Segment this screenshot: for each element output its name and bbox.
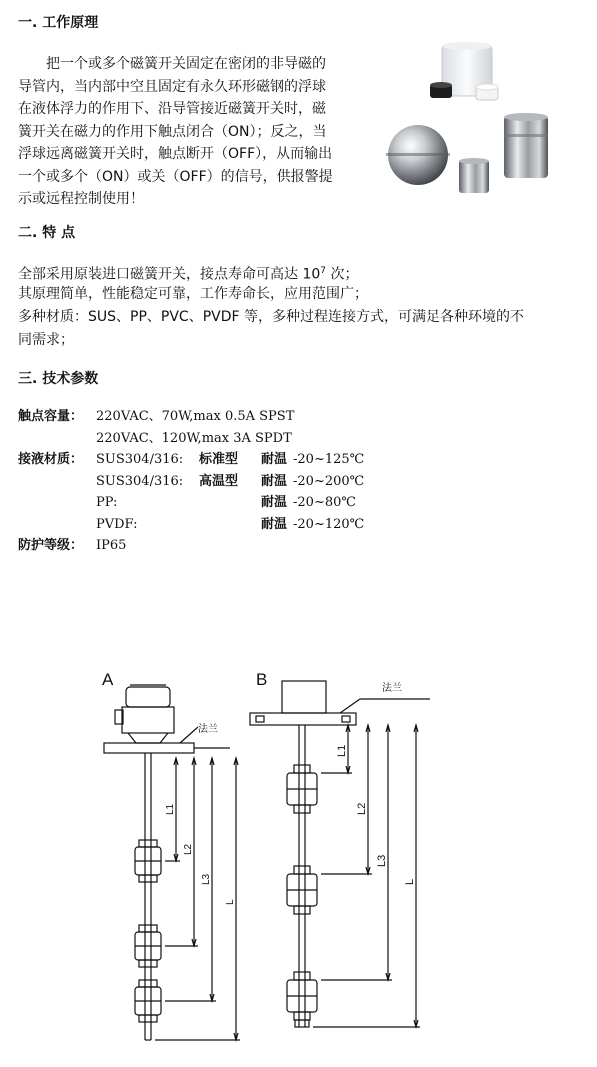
temp-label: 耐温 [261,516,288,532]
section-heading-specs: 三. 技术参数 [18,371,99,387]
spec-value-contact: 220VAC、70W,max 0.5A SPST [96,409,295,424]
dim-label-l3: L3 [201,873,212,885]
spec-label-protection: 防护等级： [18,538,84,553]
paragraph-line: 导管内，当内部中空且固定有永久环形磁钢的浮球 [18,78,326,95]
material-type: 高温型 [199,473,239,489]
spec-label-contact: 触点容量： [18,409,84,424]
material-name: SUS304/316: [96,473,184,489]
paragraph-line: 簧开关在磁力的作用下触点闭合（ON）；反之，当 [18,123,327,140]
paragraph-line: 示或远程控制使用！ [18,191,144,207]
flange-a [104,743,194,753]
feature-line-2: 其原理简单，性能稳定可靠，工作寿命长，应用范围广； [18,286,368,302]
drawing-label-a: A [102,670,114,689]
dimension-drawing [90,655,450,1050]
dim-label-l2: L2 [183,843,194,855]
dim-label-l1: L1 [336,744,348,757]
junction-box-b [282,681,326,713]
temp-label: 耐温 [261,473,288,489]
spec-row-protection [18,535,364,557]
spec-value-contact: 220VAC、120W,max 3A SPDT [96,430,292,446]
temp-range: -20~120℃ [293,516,365,532]
temp-label: 耐温 [261,452,288,467]
paragraph-line: 一个或多个（ON）或关（OFF）的信号，供报警提 [18,168,333,185]
flange-label-b: 法兰 [382,683,402,694]
spec-row-material [18,471,364,493]
junction-box-body [122,707,174,733]
material-name: SUS304/316: [96,452,184,467]
material-name: PP: [96,495,118,510]
dim-label-l2: L2 [356,802,368,815]
spec-table [18,406,364,557]
paragraph-line: 在液体浮力的作用下、沿导管接近磁簧开关时，磁 [18,101,326,117]
temp-range: -20~125℃ [293,452,365,467]
material-type [199,514,261,536]
material-type [199,492,261,514]
spec-row-material [18,514,364,536]
feature-line-3: 多种材质：SUS、PP、PVC、PVDF 等，多种过程连接方式，可满足各种环境的不 [18,309,525,325]
temp-range: -20~80℃ [293,495,356,510]
section-heading-principle: 一. 工作原理 [18,15,99,31]
feature-line-1: 全部采用原装进口磁簧开关，接点寿命可高达 $10^7$ 次； [18,266,359,283]
dim-label-l1: L1 [165,803,176,815]
junction-box-head [126,687,170,707]
paragraph-line: 把一个或多个磁簧开关固定在密闭的非导磁的 [18,56,326,72]
temp-label: 耐温 [261,495,288,510]
section-heading-features: 二. 特 点 [18,225,76,241]
spec-label-material: 接液材质： [18,452,84,467]
flange-label-a: 法兰 [198,724,218,735]
dim-label-l: L [404,878,416,885]
flange-b [250,713,356,725]
dim-label-l: L [225,899,236,905]
feature-line-4: 同需求； [18,332,74,348]
spec-row-contact [18,406,364,428]
drawing-label-b: B [256,670,268,689]
float-ball-product-photo [384,40,584,200]
paragraph-line: 浮球远离磁簧开关时，触点断开（OFF），从而输出 [18,146,333,162]
temp-range: -20~200℃ [293,473,365,489]
principle-paragraph [18,53,378,211]
dim-label-l3: L3 [376,854,388,867]
material-name: PVDF: [96,516,138,532]
spec-row-contact-2 [18,428,364,450]
material-type: 标准型 [199,452,239,467]
spec-row-material [18,449,364,471]
spec-row-material [18,492,364,514]
spec-value-protection: IP65 [96,538,127,553]
